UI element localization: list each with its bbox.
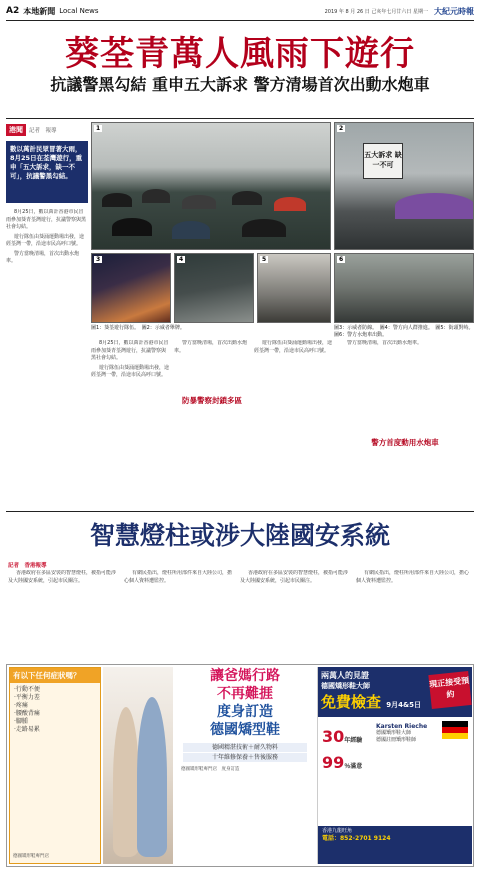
second-headline: 智慧燈柱或涉大陸國安系統 <box>89 521 390 550</box>
ad-left-footnote: 德國矯形鞋專門店 <box>13 854 49 859</box>
article-column-3 <box>174 340 250 392</box>
ad-question: 有以下任何症狀嗎？ <box>10 668 100 683</box>
stat-years-unit: 年經驗 <box>344 737 363 744</box>
photo-number: 3 <box>96 256 101 263</box>
symptom-list <box>10 683 100 737</box>
free-check-label: 免費檢查 <box>321 693 382 711</box>
lead-box: 數以萬計民眾冒著大雨，8月25日在荃灣遊行，重申「五大訴求，缺一不可」，抗議警黑勾結。 <box>6 141 88 203</box>
body-paragraph: 警方當晚清場，首次出動水炮車。 <box>347 340 423 346</box>
advertisement[interactable] <box>6 664 474 867</box>
photo-number: 2 <box>339 125 344 132</box>
expert-name: Karsten Rieche <box>376 723 428 730</box>
stat-satisfaction-value: 99 <box>322 753 345 772</box>
masthead <box>6 4 474 18</box>
protest-sign: 五大訴求 缺一不可 <box>363 143 403 179</box>
second-article-col-3 <box>240 570 350 660</box>
second-article-col-1 <box>8 570 118 660</box>
ad-headline-1: 讓爸媽行路 <box>210 668 280 684</box>
main-subhead: 抗議警黑勾結 重申五大訴求 警方清場首次出動水炮車 <box>50 75 430 94</box>
body-paragraph: 警方當晚清場，首次出動水炮車。 <box>6 250 80 264</box>
stat-years <box>322 727 362 746</box>
ad-couple-photo <box>103 667 173 864</box>
symptom-item: ·平衡力差 <box>14 694 40 701</box>
byline <box>6 122 88 138</box>
photo-protester-sign <box>334 122 474 250</box>
expert-line: 德國矯形鞋大師 <box>376 730 412 736</box>
photo-night-clash <box>91 253 171 323</box>
section-name-cn: 本地新聞 <box>23 6 56 16</box>
section-rule <box>6 511 474 512</box>
lead-column <box>6 122 88 504</box>
symptom-item: ·腳腫 <box>14 718 28 725</box>
ad-main-copy <box>175 667 315 864</box>
ad-brand-sub: 德國矯形鞋大師 <box>321 682 370 690</box>
masthead-rule <box>6 20 474 21</box>
photo-street-standoff <box>257 253 331 323</box>
ad-headline-4: 德國矯型鞋 <box>210 722 280 738</box>
section-name-en: Local News <box>59 7 99 15</box>
photo-water-cannon <box>334 253 474 323</box>
ad-brand: 兩萬人的見證 <box>321 671 369 680</box>
photo-number: 1 <box>96 125 101 132</box>
inline-subhead-1: 防暴警察封鎖多區 <box>182 396 242 405</box>
ad-promo-panel <box>317 667 472 864</box>
article-column-5 <box>339 340 471 432</box>
ad-feature: 德國精湛技術＋耐久物料 <box>183 743 307 752</box>
free-check-dates: 9月4&5日 <box>386 701 421 709</box>
second-byline: 記者 香港報導 <box>8 563 47 569</box>
stat-satisfaction <box>322 753 362 772</box>
body-paragraph: 8月25日，數以萬計香港市民冒雨參加葵青荃灣遊行，抗議警察與黑社會勾結。 <box>91 340 169 361</box>
headline-rule <box>6 118 474 119</box>
ad-address: 香港九龍旺角 <box>322 828 353 834</box>
symptom-item: ·行動不便 <box>14 686 40 693</box>
body-paragraph: 8月25日，數以萬計香港市民冒雨參加葵青荃灣遊行，抗議警察與黑社會勾結。 <box>6 209 87 230</box>
ad-fine-print: 德國矯形鞋專門店 度身訂造 <box>181 767 240 772</box>
ad-features <box>175 743 315 762</box>
photo-police-line <box>174 253 254 323</box>
photo-number: 4 <box>179 256 184 263</box>
ad-headline-3: 度身訂造 <box>217 704 273 720</box>
body-paragraph: 遊行隊伍由葵涌運動場出發，途經荃灣一帶，沿途市民高呼口號。 <box>6 233 85 247</box>
second-article-col-4 <box>356 570 472 660</box>
paper-logo: 大紀元時報 <box>434 5 474 16</box>
symptom-item: ·腰酸背痛 <box>14 710 40 717</box>
stat-years-value: 30 <box>322 727 345 746</box>
section-id: A2 <box>6 6 20 16</box>
article-body <box>6 209 88 499</box>
german-flag-icon <box>442 721 468 739</box>
byline-text: 記者 報導 <box>29 128 57 134</box>
body-paragraph: 有網民指出，燈柱所用部件來自大陸公司，擔心個人資料遭監控。 <box>124 570 233 584</box>
photo-caption-top: 圖1：葵荃遊行隊伍。 圖2：示威者舉牌。 <box>91 325 185 331</box>
body-paragraph: 警方當晚清場，首次出動水炮車。 <box>174 340 248 354</box>
body-paragraph: 遊行隊伍由葵涌運動場出發，途經荃灣一帶，沿途市民高呼口號。 <box>254 340 332 354</box>
ad-headline-2: 不再難捱 <box>217 686 273 702</box>
article-column-2 <box>91 340 169 505</box>
issue-date: 2019 年 8 月 26 日 己亥年七月廿六日 星期一 <box>324 8 428 15</box>
photo-caption-bottom: 圖3：示威者防線。 圖4：警方向人群推進。 圖5：街頭對峙。 圖6：警方水炮車出動。 <box>334 325 477 338</box>
booking-seal[interactable]: 現正接受預約 <box>428 671 471 709</box>
ad-symptom-panel <box>9 667 101 864</box>
photo-number: 6 <box>339 256 344 263</box>
photo-number: 5 <box>262 256 267 263</box>
ad-feature: 十年維修保養＋售後服務 <box>183 753 307 762</box>
stat-satisfaction-unit: ％滿意 <box>344 763 363 770</box>
body-paragraph: 遊行隊伍由葵涌運動場出發，途經荃灣一帶，沿途市民高呼口號。 <box>91 364 169 378</box>
inline-subhead-2: 警方首度動用水炮車 <box>371 438 439 447</box>
ad-phone[interactable]: 電話：852-2701 9124 <box>322 835 391 842</box>
body-paragraph: 香港政府在多區安裝的智慧燈柱，被指可能涉及大陸國安系統，引起市民關注。 <box>240 570 349 584</box>
main-headline: 葵荃青萬人風雨下遊行 <box>65 34 415 74</box>
expert-line: 德國註冊矯形鞋師 <box>376 737 417 743</box>
body-paragraph: 有網民指出，燈柱所用部件來自大陸公司，擔心個人資料遭監控。 <box>356 570 470 584</box>
second-article-col-2 <box>124 570 234 660</box>
ad-contact[interactable] <box>318 826 472 864</box>
section-tag: 港聞 <box>6 124 26 136</box>
photo-umbrella-crowd <box>91 122 331 250</box>
article-column-4 <box>254 340 332 505</box>
body-paragraph: 香港政府在多區安裝的智慧燈柱，被指可能涉及大陸國安系統，引起市民關注。 <box>8 570 117 584</box>
symptom-item: ·走路易累 <box>14 726 40 733</box>
symptom-item: ·疼痛 <box>14 702 28 709</box>
